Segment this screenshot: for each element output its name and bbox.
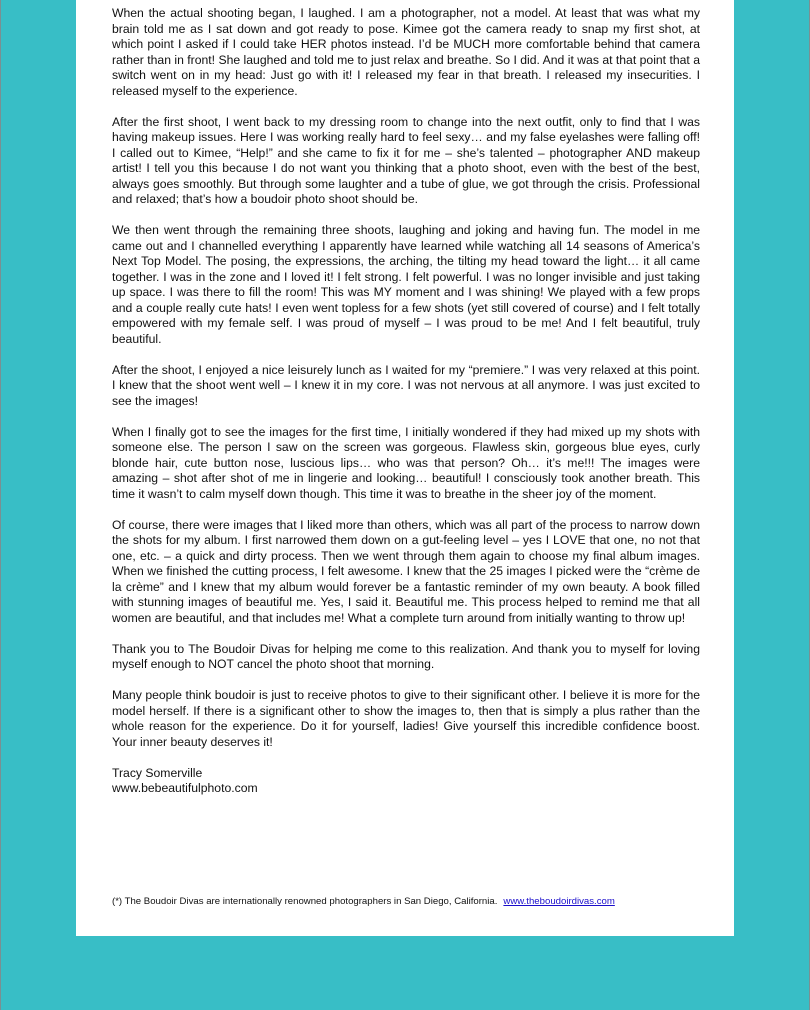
paragraph: Thank you to The Boudoir Divas for helping me come to this realization. And thank you to myself for loving myself enough to NOT cancel the photo shoot that morning. [112, 641, 700, 671]
paragraph: When I finally got to see the images for the first time, I initially wondered if they had mixed up my shots with someone else. The person I saw on the screen was gorgeous. Flawless skin, gorgeous blue eyes, curly blonde hair, cute button nose, luscious lips… who was that person? Oh… it’s me!!! The images were amazing – shot after shot of me in lingerie and looking… beautiful! I consciously took another breath. This time it wasn’t to calm myself down though. This time it was to breathe in the sheer joy of the moment. [112, 424, 700, 501]
signature-block [112, 766, 700, 797]
footnote-text: (*) The Boudoir Divas are internationally renowned photographers in San Diego, California. [112, 896, 498, 907]
paragraph: Of course, there were images that I liked more than others, which was all part of the process to narrow down the shots for my album. I first narrowed them down on a gut-feeling level – yes I LOVE that one, no not that one, etc. – a quick and dirty process. Then we went through them again to choose my final album images. When we finished the cutting process, I felt awesome. I knew that the 25 images I picked were the “crème de la crème” and I knew that my album would forever be a fantastic reminder of my own beauty. A book filled with stunning images of beautiful me. Yes, I said it. Beautiful me. This process helped to remind me that all women are beautiful, and that includes me! What a complete turn around from initially wanting to throw up! [112, 517, 700, 625]
article-body [112, 6, 700, 797]
paragraph: After the first shoot, I went back to my dressing room to change into the next outfit, only to find that I was having makeup issues. Here I was working really hard to feel sexy… and my false eyelashes were falling off! I called out to Kimee, “Help!” and she came to fix it for me – she’s talented – photographer AND makeup artist! I tell you this because I do not want you thinking that a photo shoot, even with the best of the best, always goes smoothly. But through some laughter and a tube of glue, we got through the crisis. Professional and relaxed; that’s how a boudoir photo shoot should be. [112, 114, 700, 206]
footnote-link[interactable]: www.theboudoirdivas.com [503, 896, 615, 907]
author-name: Tracy Somerville [112, 765, 203, 780]
paragraph: We then went through the remaining three shoots, laughing and joking and having fun. The model in me came out and I channelled everything I apparently have learned while watching all 14 seasons of America’s Next Top Model. The posing, the expressions, the arching, the tilting my head toward the light… it all came together. I was in the zone and I loved it! I felt strong. I felt powerful. I was no longer invisible and just taking up space. I was there to fill the room! This was MY moment and I was shining! We played with a few props and a couple really cute hats! I even went topless for a few shots (yet still covered of course) and I felt totally empowered with my female self. I was proud of myself – I was proud to be me! And I felt beautiful, truly beautiful. [112, 223, 700, 346]
footnote [112, 896, 712, 908]
document-page [76, 0, 734, 936]
paragraph: When the actual shooting began, I laughed. I am a photographer, not a model. At least that was what my brain told me as I sat down and got ready to pose. Kimee got the camera ready to snap my first shot, at which point I asked if I could take HER photos instead. I’d be MUCH more comfortable behind that camera rather than in front! She laughed and told me to just relax and breathe. So I did. And it was at that point that a switch went on in my head: Just go with it! I released my fear in that breath. I released my insecurities. I released myself to the experience. [112, 6, 700, 98]
paragraph: Many people think boudoir is just to receive photos to give to their significant other. I believe it is more for the model herself. If there is a significant other to show the images to, then that is simply a plus rather than the whole reason for the experience. Do it for yourself, ladies! Give yourself this incredible confidence boost. Your inner beauty deserves it! [112, 688, 700, 749]
author-website: www.bebeautifulphoto.com [112, 781, 258, 795]
paragraph: After the shoot, I enjoyed a nice leisurely lunch as I waited for my “premiere.” I was very relaxed at this point. I knew that the shoot went well – I knew it in my core. I was not nervous at all anymore. I was just excited to see the images! [112, 362, 700, 408]
